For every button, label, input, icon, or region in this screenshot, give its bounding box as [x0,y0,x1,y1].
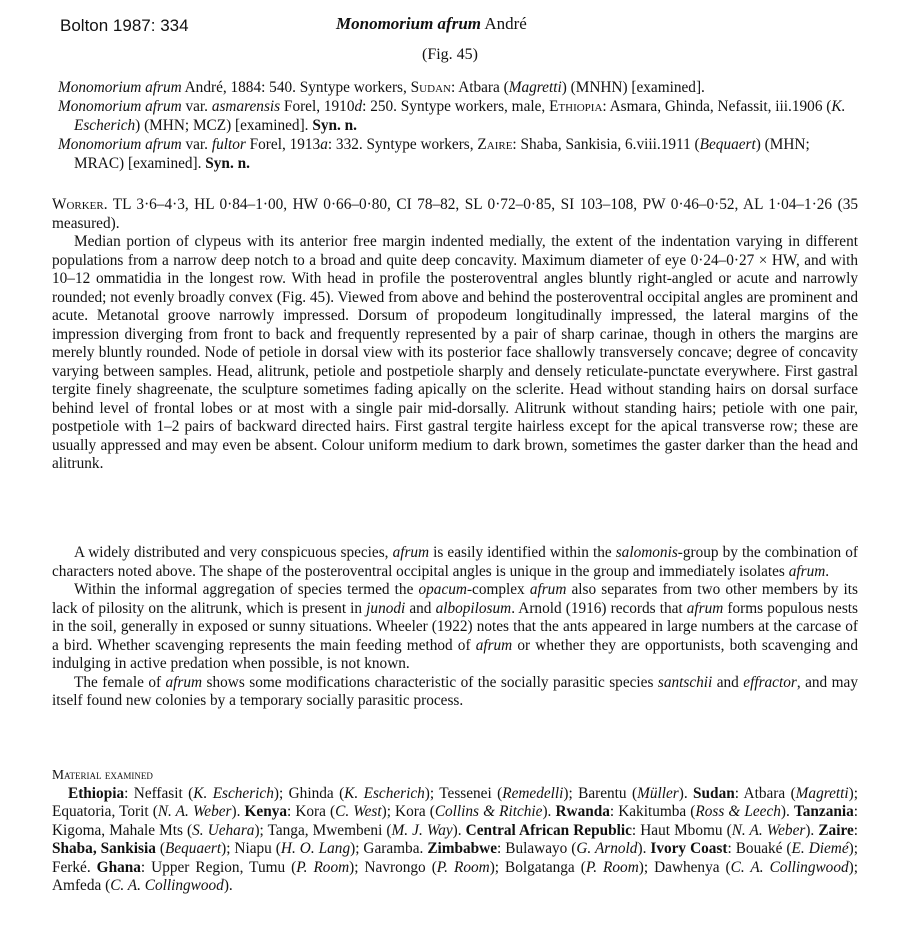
citation-letter: d [354,98,363,115]
country-name: Sudan [693,784,735,802]
country-name: Ghana [96,858,141,876]
taxon-name: Monomorium afrum [58,136,182,153]
text: ); Navrongo ( [349,858,437,876]
entry-text: var. [181,98,212,115]
collector-name: Collins & Ritchie [434,803,543,820]
variety-name: asmarensis [211,98,281,115]
text: is easily identified within the [429,544,616,561]
text: ); Ghinda ( [273,784,345,802]
text: or whether they are opportunists, both scavenging and indulging in active predation when possible, is not known. [52,636,858,672]
collector-name: Magretti [795,784,849,802]
text: ). [231,803,245,820]
taxon-name: albopilosum [435,599,512,617]
text: ); Kora ( [381,803,435,820]
text: ); Barentu ( [563,784,638,802]
collector-name: Remedelli [502,784,564,802]
text: ). [452,821,466,839]
taxon-name: santschii [657,673,713,691]
collector-name: Magretti [508,79,562,96]
species-author: André [481,14,527,33]
collector-name: G. Arnold [576,840,638,857]
text: . Arnold (1916) records that [511,599,687,617]
country-name: Zimbabwe [427,840,498,857]
entry-text: : 250. Syntype workers, male, [362,98,550,115]
collector-name: S. Uehara [192,821,255,839]
collector-name: K. Escherich [344,784,425,802]
figure-reference: (Fig. 45) [422,46,478,63]
collector-name: P. Room [436,858,490,876]
collector-name: C. A. Collingwood [730,858,849,876]
collector-name: P. Room [585,858,639,876]
reference-header: Bolton 1987: 334 [60,16,189,35]
text: ). [637,840,651,857]
country-name: Rwanda [555,803,610,820]
collector-name: Bequaert [165,840,222,857]
country-name: Ethiopia [68,784,125,802]
entry-text: : Shaba, Sankisia, 6.viii.1911 ( [512,136,700,153]
collector-name: M. J. Way [391,821,453,839]
discussion-paragraph [52,581,858,674]
synonymy-entry [58,78,858,97]
country-name: Tanzania [793,803,854,820]
text: -group by the combination of characters noted above. The shape of the posteroventral occipital angles is unique in the group and immediately isolates [52,544,858,580]
text: ); Ferké. [52,840,858,876]
entry-text: ) (MHN; MCZ) [examined]. [135,117,313,134]
text: also separates from two other members by its lack of pilosity on the alitrunk, which is present in [52,581,858,617]
text: ); Tanga, Mwembeni ( [254,821,392,839]
synonymy-entry [58,135,858,173]
country-name: Kenya [244,803,287,820]
text: : Atbara ( [734,784,796,802]
text: ); Garamba. [350,840,428,857]
collector-name: E. Diemé [791,840,849,857]
text: : Upper Region, Tumu ( [140,858,297,876]
text: : Neffasit ( [124,784,194,802]
taxon-name: afrum [165,673,203,691]
discussion-paragraph [52,674,858,711]
synonymy-list [58,78,858,173]
text: and [405,599,436,617]
entry-text: : Atbara ( [450,79,509,96]
text: , and may itself found new colonies by a temporary socially parasitic process. [52,673,858,709]
collector-name: Müller [637,784,679,802]
collector-name: Bequaert [699,136,756,153]
citation-letter: a [320,136,328,153]
entry-text: : 332. Syntype workers, [327,136,478,153]
collector-name: H. O. Lang [280,840,351,857]
taxon-name: opacum [418,581,467,598]
text: -complex [466,581,530,598]
taxon-name: junodi [366,599,406,617]
taxon-name: Monomorium afrum [58,79,182,96]
species-name: Monomorium afrum [336,14,482,33]
entry-text: : Asmara, Ghinda, Nefassit, iii.1906 ( [602,98,832,115]
text: The female of [74,673,166,691]
text: : Kora ( [287,803,336,820]
text: : Haut Mbomu ( [631,821,732,839]
country-name: Ethiopia [549,98,603,115]
material-examined [52,766,858,896]
entry-text: Forel, 1910 [280,98,355,115]
country-name: Ivory Coast [650,840,728,857]
text: : Kigoma, Mahale Mts ( [52,803,859,839]
country-name: Sudan [410,79,451,96]
text: ); Tessenei ( [424,784,503,802]
entry-text: ) (MHN; MRAC) [examined]. [74,136,810,172]
text: ); Bolgatanga ( [489,858,586,876]
text: ). [780,803,794,820]
taxon-name: afrum [392,544,430,561]
text: . [825,562,830,580]
collector-name: Ross & Leech [695,803,781,820]
collector-name: C. West [335,803,382,820]
worker-label: Worker. [52,196,108,213]
text: ). [542,803,556,820]
discussion [52,544,858,711]
taxon-name: salomonis [615,544,678,561]
text: ); Equatoria, Torit ( [52,784,858,820]
collector-name: K. Escherich [193,784,274,802]
collector-name: C. A. Collingwood [110,877,224,894]
country-name: Zaire [818,821,854,839]
collector-name: P. Room [296,858,350,876]
measurements-text: TL 3·6–4·3, HL 0·84–1·00, HW 0·66–0·80, CI 78–82, SL 0·72–0·85, SI 103–108, PW 0·46–0·52, AL 1·04–1·26 (35 measured). [52,196,858,232]
taxon-name: afrum [475,636,513,654]
taxon-name: afrum [788,562,826,580]
synonym-note: Syn. n. [312,117,357,134]
text: : Kakitumba ( [609,803,696,820]
synonym-note: Syn. n. [205,155,250,172]
country-name: Central African Republic [465,821,632,839]
text: ). [678,784,694,802]
text: ); Amfeda ( [52,858,858,894]
material-heading: Material examined [52,767,153,782]
synonymy-entry [58,97,858,135]
taxon-name: afrum [686,599,724,617]
taxon-name: afrum [529,581,567,598]
species-title [336,14,527,34]
text: ). [805,821,819,839]
text: : Bulawayo ( [497,840,577,857]
text: Within the informal aggregation of species termed the [74,581,419,598]
entry-text: André, 1884: 540. Syntype workers, [181,79,411,96]
taxon-name: Monomorium afrum [58,98,182,115]
entry-text: var. [181,136,212,153]
text: ); Niapu ( [221,840,281,857]
entry-text: Forel, 1913 [245,136,321,153]
taxon-name: effractor [743,673,797,691]
collector-name: N. A. Weber [157,803,232,820]
text: shows some modifications characteristic of the socially parasitic species [202,673,658,691]
text: ). [223,877,233,894]
worker-description-text: Median portion of clypeus with its anterior free margin indented medially, the extent of the indentation varying in different populations from a narrow deep notch to a broad and quite deep concavity. Maximum diameter of eye 0·24–0·27 × HW, and with 10–12 ommatidia in the longest row. With head in profile the posteroventral angles bluntly right-angled or acute and narrowly rounded; not evenly broadly convex (Fig. 45). Viewed from above and behind the posteroventral occipital angles are prominent and acute. Metanotal groove narrowly impressed. Dorsum of propodeum longitudinally impressed, the lateral margins of the impression diverging from front to back and frequently represented by a pair of sharp carinae, though in others the margins are merely bluntly rounded. Node of petiole in dorsal view with its posterior face shallowly transversely concave; degree of concavity varying between samples. Head, alitrunk, petiole and postpetiole sharply and densely reticulate-punctate everywhere. First gastral tergite finely shagreenate, the sculpture sometimes fading apically on the sclerite. Head without standing hairs on dorsal surface behind level of frontal lobes or at most with a single pair mid-dorsally. Alitrunk without standing hairs; petiole with one pair, postpetiole with 1–2 pairs of backward directed hairs. First gastral tergite hairless except for the apical transverse row; these are usually appressed and may even be absent. Colour uniform medium to dark brown, sometimes the gaster darker than the head and alitrunk. [52,233,858,472]
worker-measurements [52,196,858,233]
text: : [853,821,858,839]
text: ); Dawhenya ( [638,858,731,876]
text: and [712,673,744,691]
collector-name: N. A. Weber [731,821,806,839]
entry-text: ) (MNHN) [examined]. [561,79,705,96]
text: A widely distributed and very conspicuous species, [74,544,393,561]
discussion-paragraph [52,544,858,581]
text: forms populous nests in the soil, generally in exposed or sunny situations. Wheeler (1922) notes that the ants appeared in large numbers at the carcase of a bird. Whether scavenging represents the main feeding method of [52,599,858,654]
variety-name: fultor [211,136,246,153]
country-name: Zaire [477,136,513,153]
material-list [52,785,858,896]
text: : Bouaké ( [727,840,792,857]
worker-description [52,196,858,474]
text: ( [155,840,166,857]
locality-name: Shaba, Sankisia [52,840,156,857]
collector-name: K. Escherich [74,98,846,134]
